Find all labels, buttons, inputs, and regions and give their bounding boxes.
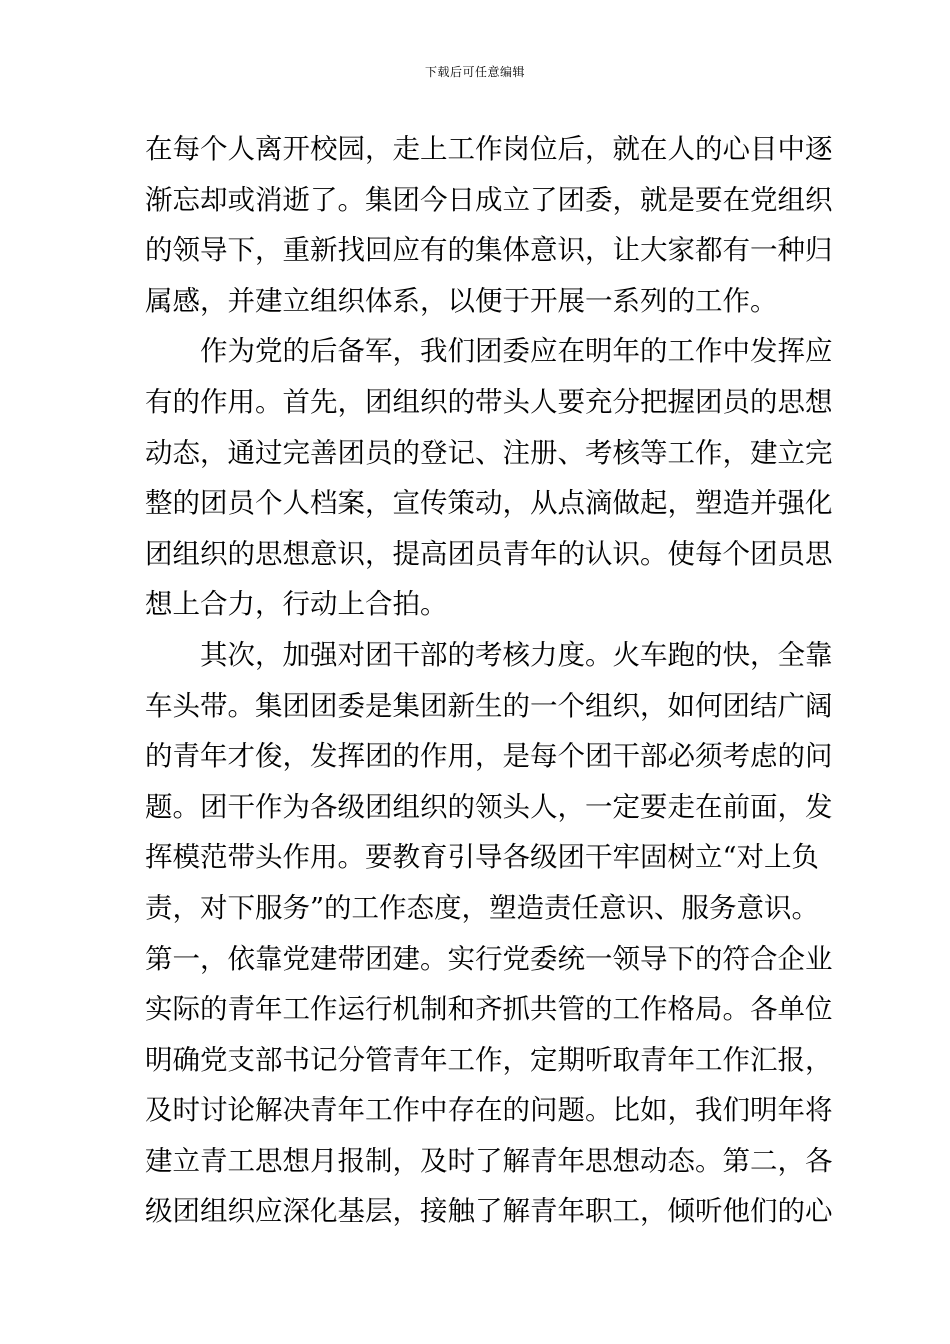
text-line: 的领导下，重新找回应有的集体意识，让大家都有一种归 — [145, 234, 833, 267]
text-line: 整的团员个人档案，宣传策动，从点滴做起，塑造并强化 — [145, 487, 833, 520]
text-line: 的青年才俊，发挥团的作用，是每个团干部必须考虑的问 — [145, 740, 833, 773]
text-line: 及时讨论解决青年工作中存在的问题。比如，我们明年将 — [145, 1094, 833, 1127]
text-line: 第一，依靠党建带团建。实行党委统一领导下的符合企业 — [145, 942, 833, 975]
text-line: 实际的青年工作运行机制和齐抓共管的工作格局。各单位 — [145, 993, 833, 1026]
text-line: 题。团干作为各级团组织的领头人，一定要走在前面，发 — [145, 790, 833, 823]
text-line: 团组织的思想意识，提高团员青年的认识。使每个团员思 — [145, 537, 833, 570]
text-line: 明确党支部书记分管青年工作，定期听取青年工作汇报， — [145, 1043, 833, 1076]
text-line: 在每个人离开校园，走上工作岗位后，就在人的心目中逐 — [145, 133, 833, 165]
text-line: 有的作用。首先，团组织的带头人要充分把握团员的思想 — [145, 385, 833, 418]
text-line: 属感，并建立组织体系，以便于开展一系列的工作。 — [145, 284, 778, 317]
text-line: 想上合力，行动上合拍。 — [145, 588, 448, 621]
page-header: 下载后可任意编辑 — [424, 65, 525, 79]
paragraph-first-line: 其次，加强对团干部的考核力度。火车跑的快，全靠 — [200, 638, 833, 671]
text-line: 级团组织应深化基层，接触了解青年职工，倾听他们的心 — [145, 1195, 833, 1228]
paragraph-first-line: 作为党的后备军，我们团委应在明年的工作中发挥应 — [200, 335, 833, 368]
text-line: 责，对下服务”的工作态度，塑造责任意识、服务意识。 — [145, 891, 820, 924]
text-line: 车头带。集团团委是集团新生的一个组织，如何团结广阔 — [145, 689, 833, 722]
text-line: 动态，通过完善团员的登记、注册、考核等工作，建立完 — [145, 436, 833, 469]
text-line: 建立青工思想月报制，及时了解青年思想动态。第二，各 — [145, 1144, 833, 1177]
document-body — [145, 124, 833, 1237]
text-line: 渐忘却或消逝了。集团今日成立了团委，就是要在党组织 — [145, 183, 833, 216]
text-line: 挥模范带头作用。要教育引导各级团干牢固树立“对上负 — [145, 841, 820, 874]
